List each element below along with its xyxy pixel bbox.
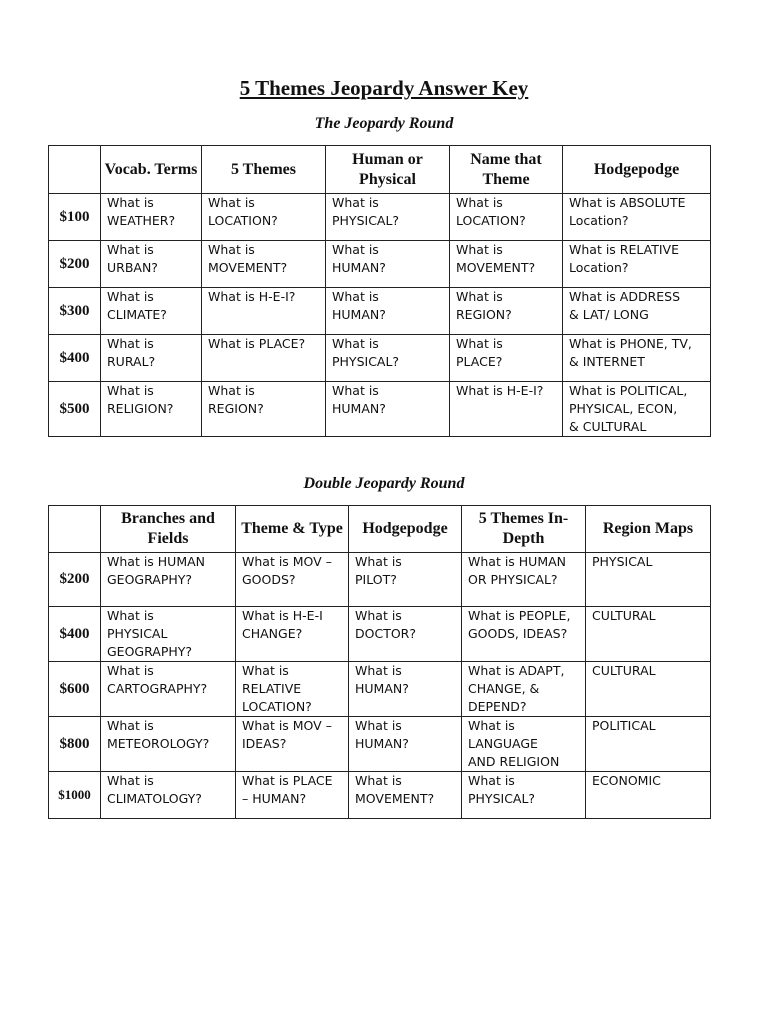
dollar-amount: $400: [49, 607, 101, 662]
corner-cell: [49, 146, 101, 194]
table-row: [49, 772, 711, 819]
table-row: [49, 288, 711, 335]
answer-cell: What is LOCATION?: [450, 194, 563, 241]
table-row: [49, 194, 711, 241]
answer-cell: What is RURAL?: [101, 335, 202, 382]
category-header: Hodgepodge: [563, 146, 711, 194]
category-header: 5 Themes In-Depth: [462, 506, 586, 553]
double-jeopardy-table: [48, 505, 711, 819]
category-header: Theme & Type: [236, 506, 349, 553]
category-header: Vocab. Terms: [101, 146, 202, 194]
header-row: [49, 506, 711, 553]
round-1-title: The Jeopardy Round: [314, 115, 454, 132]
answer-cell: What is HUMAN?: [326, 241, 450, 288]
table-row: [49, 662, 711, 717]
answer-cell: What is PHONE, TV, & INTERNET: [563, 335, 711, 382]
answer-cell: What is MOVEMENT?: [450, 241, 563, 288]
answer-cell: What is DOCTOR?: [349, 607, 462, 662]
answer-cell: What is POLITICAL, PHYSICAL, ECON, & CULTURAL: [563, 382, 711, 437]
answer-cell: What is MOVEMENT?: [349, 772, 462, 819]
answer-cell: What is H-E-I CHANGE?: [236, 607, 349, 662]
category-header: Hodgepodge: [349, 506, 462, 553]
category-header: 5 Themes: [202, 146, 326, 194]
dollar-amount: $800: [49, 717, 101, 772]
answer-cell: What is METEOROLOGY?: [101, 717, 236, 772]
answer-cell: What is HUMAN?: [326, 382, 450, 437]
answer-cell: What is RELATIVE LOCATION?: [236, 662, 349, 717]
table-row: [49, 607, 711, 662]
answer-cell: POLITICAL: [586, 717, 711, 772]
answer-cell: CULTURAL: [586, 607, 711, 662]
table-row: [49, 553, 711, 607]
dollar-amount: $200: [49, 553, 101, 607]
answer-cell: What is HUMAN?: [326, 288, 450, 335]
answer-cell: What is PLACE?: [450, 335, 563, 382]
dollar-amount: $1000: [49, 772, 101, 819]
answer-cell: What is REGION?: [202, 382, 326, 437]
answer-cell: What is CARTOGRAPHY?: [101, 662, 236, 717]
answer-cell: What is URBAN?: [101, 241, 202, 288]
answer-cell: What is PLACE – HUMAN?: [236, 772, 349, 819]
answer-cell: What is LOCATION?: [202, 194, 326, 241]
answer-cell: What is PHYSICAL?: [326, 335, 450, 382]
answer-cell: What is PEOPLE, GOODS, IDEAS?: [462, 607, 586, 662]
table-row: [49, 335, 711, 382]
answer-cell: What is H-E-I?: [202, 288, 326, 335]
answer-cell: What is MOV – IDEAS?: [236, 717, 349, 772]
answer-cell: What is ABSOLUTE Location?: [563, 194, 711, 241]
answer-cell: What is PILOT?: [349, 553, 462, 607]
dollar-amount: $300: [49, 288, 101, 335]
jeopardy-round-table: [48, 145, 711, 437]
table-row: [49, 382, 711, 437]
page-title: 5 Themes Jeopardy Answer Key: [239, 76, 529, 100]
category-header: Branches and Fields: [101, 506, 236, 553]
answer-cell: What is PHYSICAL GEOGRAPHY?: [101, 607, 236, 662]
answer-cell: CULTURAL: [586, 662, 711, 717]
dollar-amount: $400: [49, 335, 101, 382]
answer-cell: What is PLACE?: [202, 335, 326, 382]
dollar-amount: $100: [49, 194, 101, 241]
answer-cell: What is PHYSICAL?: [462, 772, 586, 819]
answer-cell: What is HUMAN?: [349, 662, 462, 717]
answer-cell: What is ADAPT, CHANGE, & DEPEND?: [462, 662, 586, 717]
answer-cell: What is REGION?: [450, 288, 563, 335]
category-header: Human or Physical: [326, 146, 450, 194]
answer-cell: PHYSICAL: [586, 553, 711, 607]
answer-cell: What is ADDRESS & LAT/ LONG: [563, 288, 711, 335]
answer-cell: What is RELATIVE Location?: [563, 241, 711, 288]
corner-cell: [49, 506, 101, 553]
answer-cell: What is MOV – GOODS?: [236, 553, 349, 607]
table-row: [49, 241, 711, 288]
dollar-amount: $200: [49, 241, 101, 288]
category-header: Region Maps: [586, 506, 711, 553]
answer-cell: What is CLIMATE?: [101, 288, 202, 335]
answer-cell: What is HUMAN OR PHYSICAL?: [462, 553, 586, 607]
answer-cell: What is PHYSICAL?: [326, 194, 450, 241]
answer-cell: What is RELIGION?: [101, 382, 202, 437]
round-2-title: Double Jeopardy Round: [303, 475, 465, 492]
answer-cell: What is MOVEMENT?: [202, 241, 326, 288]
dollar-amount: $500: [49, 382, 101, 437]
answer-cell: What is CLIMATOLOGY?: [101, 772, 236, 819]
answer-cell: What is HUMAN?: [349, 717, 462, 772]
answer-cell: What is LANGUAGE AND RELIGION: [462, 717, 586, 772]
answer-cell: What is H-E-I?: [450, 382, 563, 437]
table-row: [49, 717, 711, 772]
answer-cell: What is HUMAN GEOGRAPHY?: [101, 553, 236, 607]
category-header: Name that Theme: [450, 146, 563, 194]
header-row: [49, 146, 711, 194]
answer-cell: ECONOMIC: [586, 772, 711, 819]
answer-cell: What is WEATHER?: [101, 194, 202, 241]
dollar-amount: $600: [49, 662, 101, 717]
